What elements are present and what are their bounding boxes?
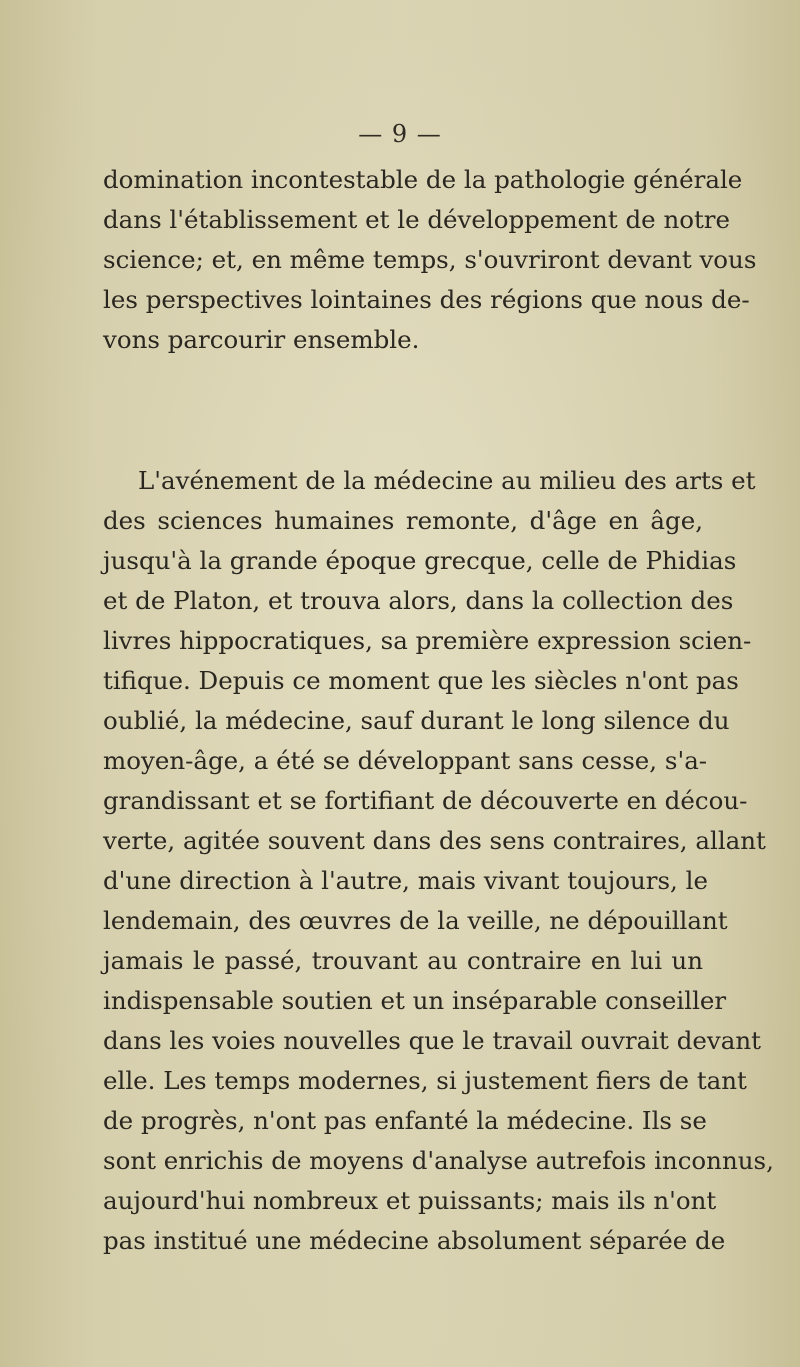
text-line: science; et, en même temps, s'ouvriront devant vous [103,245,757,274]
text-line: elle. Les temps modernes, si justement fiers de tant [103,1066,747,1095]
text-line: de progrès, n'ont pas enfanté la médecine. Ils se [103,1106,707,1135]
text-line: d'une direction à l'autre, mais vivant toujours, le [103,866,708,895]
text-line: aujourd'hui nombreux et puissants; mais ils n'ont [103,1186,717,1215]
text-line: les perspectives lointaines des régions que nous de- [103,285,750,314]
text-line: oublié, la médecine, sauf durant le long silence du [103,706,730,735]
text-line: dans les voies nouvelles que le travail ouvrait devant [103,1026,761,1055]
text-line: grandissant et se fortifiant de découverte en décou- [103,786,748,815]
text-line: livres hippocratiques, sa première expression scien- [103,626,752,655]
text-line: domination incontestable de la pathologie générale [103,165,743,194]
text-line: et de Platon, et trouva alors, dans la collection des [103,586,734,615]
page-number: — 9 — [358,120,442,148]
text-line: dans l'établissement et le développement de notre [103,205,731,234]
text-line: jamais le passé, trouvant au contraire en lui un [103,946,703,975]
paragraph-2 [103,461,774,1261]
text-line: verte, agitée souvent dans des sens contraires, allant [103,826,766,855]
paragraph-1 [103,160,757,360]
text-line: lendemain, des œuvres de la veille, ne dépouillant [103,906,728,935]
text-line: indispensable soutien et un inséparable conseiller [103,986,727,1015]
text-line: des sciences humaines remonte, d'âge en âge, [103,506,703,535]
text-line: pas institué une médecine absolument séparée de [103,1226,726,1255]
text-line: L'avénement de la médecine au milieu des arts et [138,466,756,495]
text-line: sont enrichis de moyens d'analyse autrefois inconnus, [103,1146,774,1175]
text-line: moyen-âge, a été se développant sans cesse, s'a- [103,746,708,775]
text-line: vons parcourir ensemble. [103,325,420,354]
text-line: tifique. Depuis ce moment que les siècles n'ont pas [103,666,739,695]
text-line: jusqu'à la grande époque grecque, celle de Phidias [103,546,737,575]
